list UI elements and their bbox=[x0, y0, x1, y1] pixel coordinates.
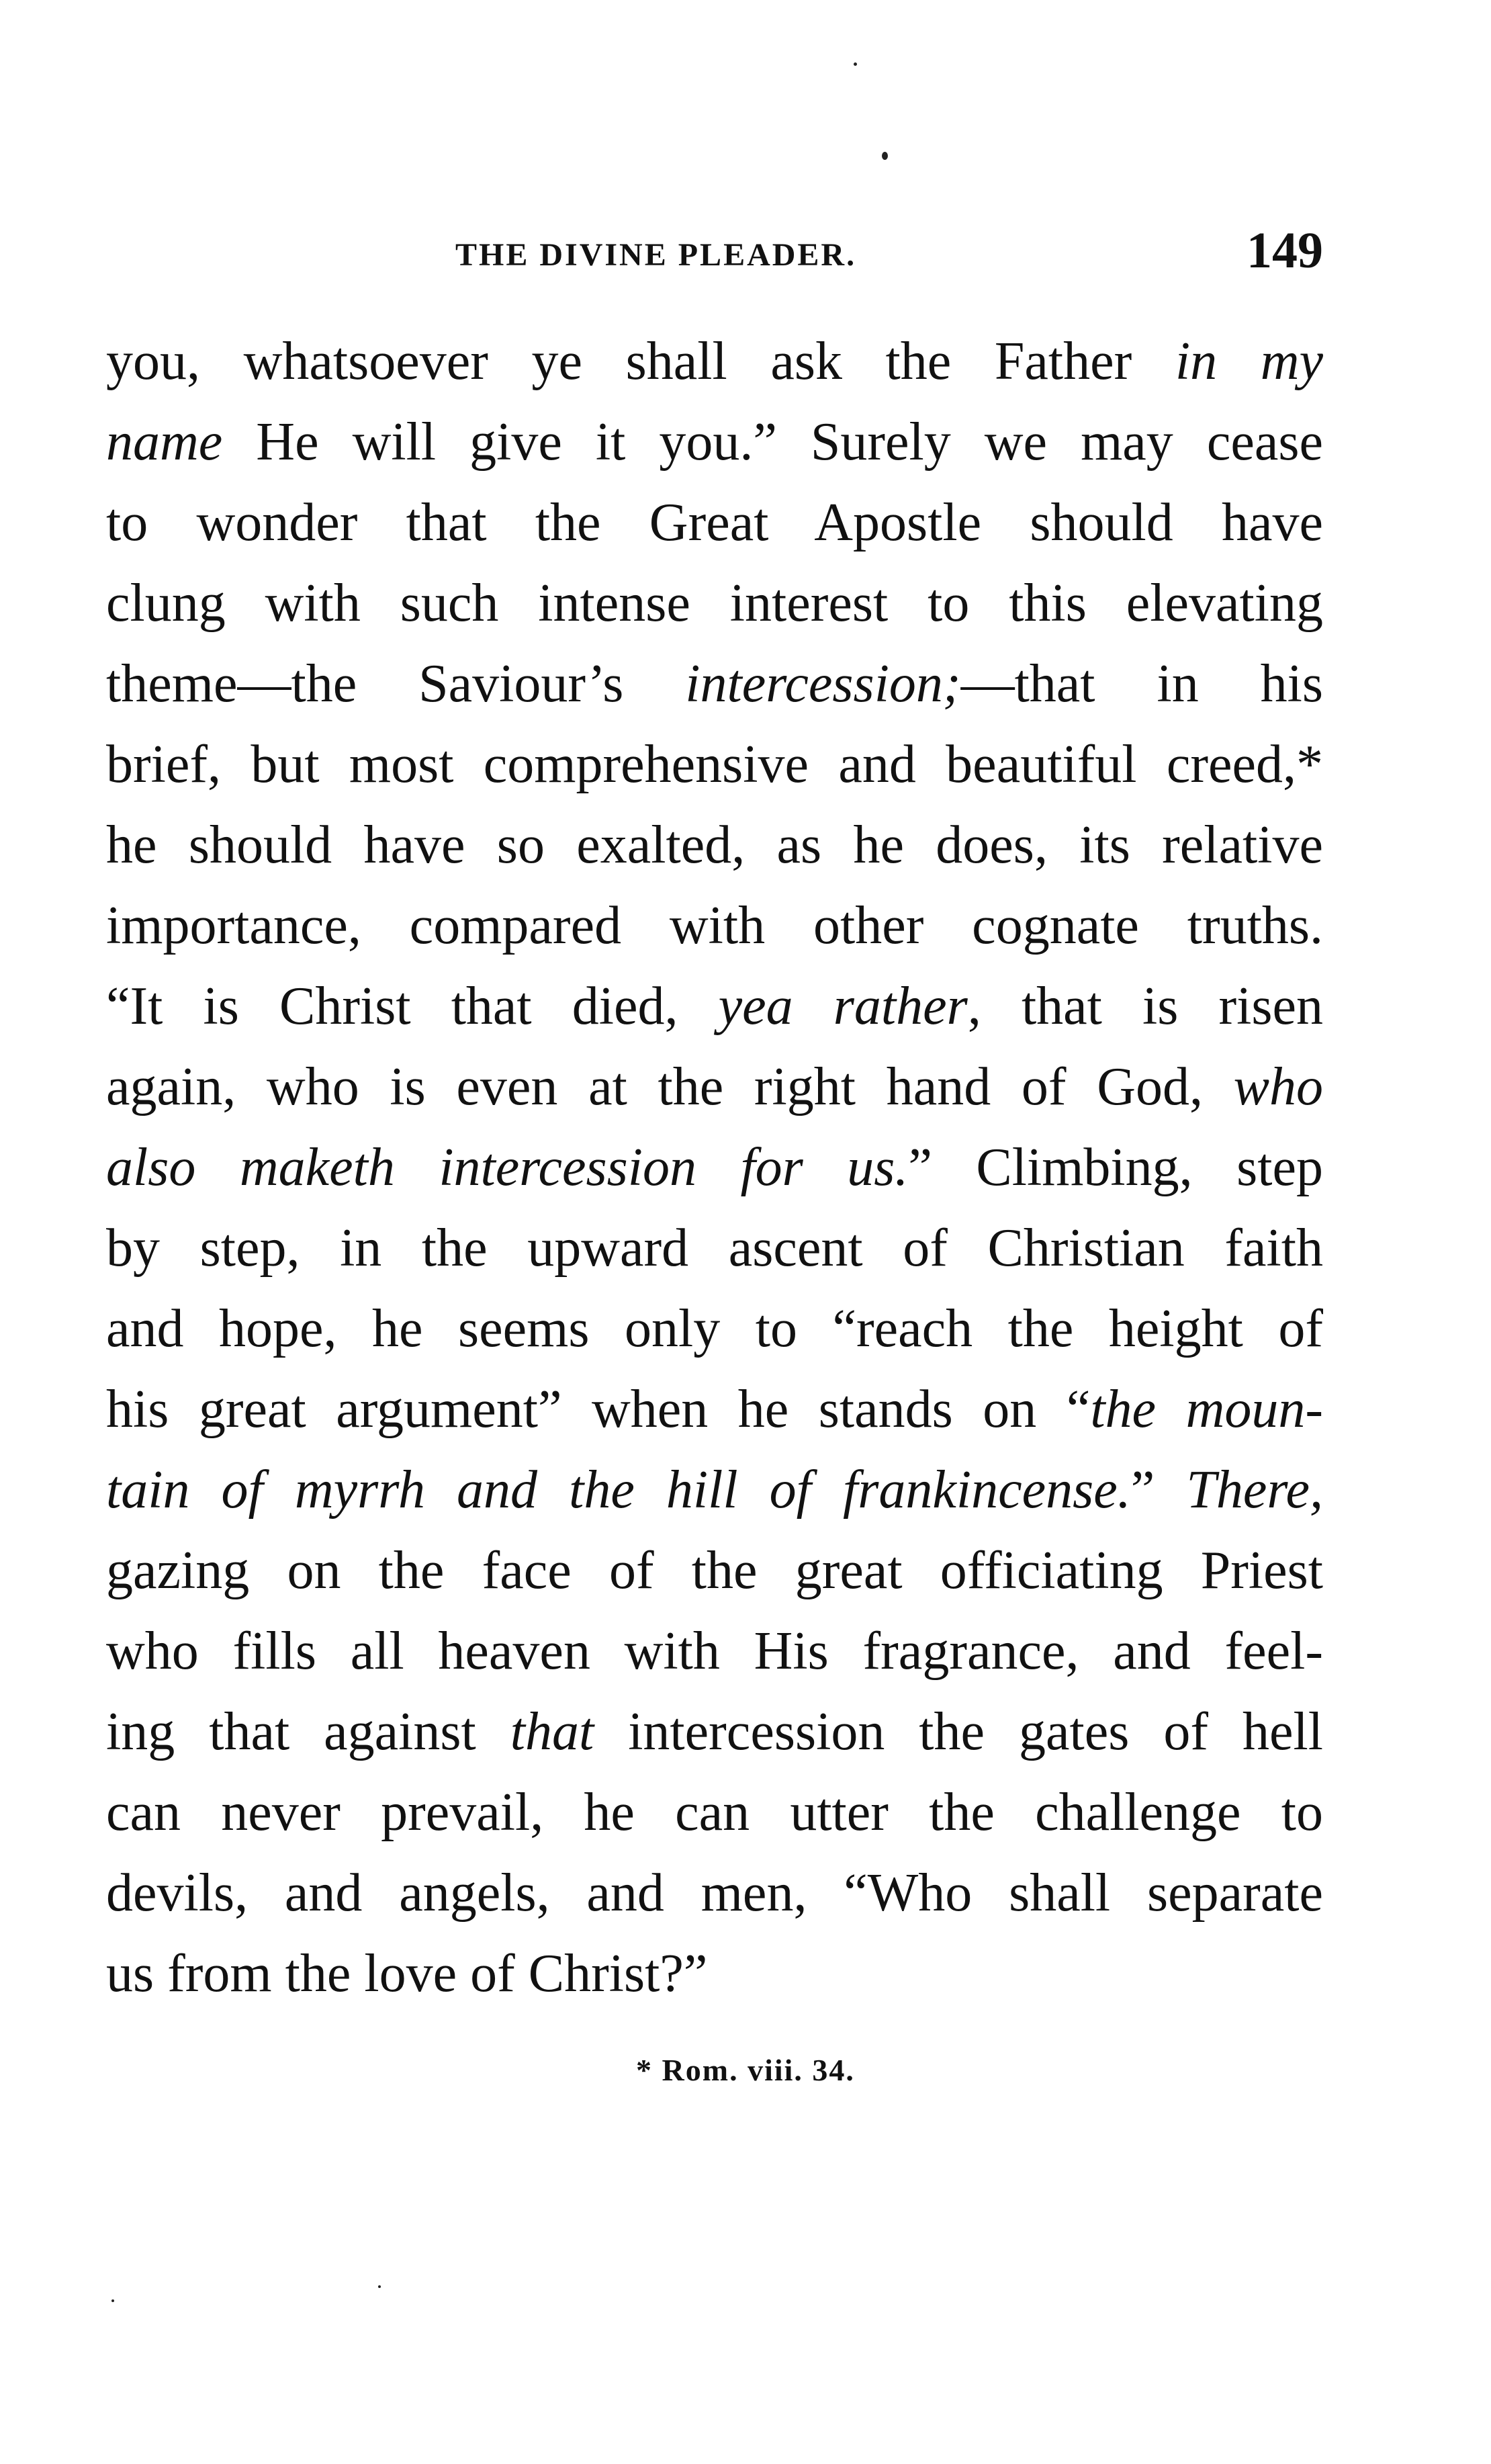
text-line bbox=[106, 482, 1323, 563]
text-run: ” Climbing, step bbox=[908, 1138, 1323, 1197]
text-line bbox=[106, 805, 1323, 885]
text-run: brief, but most comprehensive and beautiful creed,* bbox=[106, 735, 1323, 794]
text-run: and hope, he seems only to “reach the height of bbox=[106, 1299, 1323, 1358]
ink-speck bbox=[854, 62, 857, 66]
text-run: ing that against bbox=[106, 1702, 510, 1761]
text-run: , that is risen bbox=[967, 977, 1324, 1036]
italic-run: There, bbox=[1186, 1460, 1323, 1520]
text-line bbox=[106, 644, 1323, 724]
text-run: you, whatsoever ye shall ask the Father bbox=[106, 332, 1175, 391]
text-line bbox=[106, 966, 1323, 1047]
italic-run: intercession; bbox=[685, 654, 961, 713]
text-run: He will give it you.” Surely we may cease bbox=[222, 412, 1323, 472]
italic-run: who bbox=[1233, 1057, 1323, 1116]
text-run: who fills all heaven with His fragrance, and feel- bbox=[106, 1622, 1323, 1681]
ink-speck bbox=[378, 2285, 381, 2288]
italic-run: tain of myrrh and the hill of frankincense. bbox=[106, 1460, 1131, 1520]
text-line bbox=[106, 321, 1323, 402]
text-run: us from the love of Christ?” bbox=[106, 1944, 708, 2003]
body-paragraph bbox=[106, 321, 1323, 2014]
italic-run: also maketh intercession for us. bbox=[106, 1138, 909, 1197]
text-line bbox=[106, 1288, 1323, 1369]
text-line bbox=[106, 1047, 1323, 1127]
text-line bbox=[106, 1611, 1323, 1691]
footnote: * Rom. viii. 34. bbox=[636, 2053, 855, 2087]
text-run: intercession the gates of hell bbox=[594, 1702, 1323, 1761]
text-line bbox=[106, 1450, 1323, 1530]
text-line bbox=[106, 1208, 1323, 1288]
italic-run: name bbox=[106, 412, 223, 472]
text-run: by step, in the upward ascent of Christian faith bbox=[106, 1219, 1323, 1278]
running-title: THE DIVINE PLEADER. bbox=[455, 237, 857, 273]
text-run: he should have so exalted, as he does, its relative bbox=[106, 816, 1323, 875]
text-run: theme—the Saviour’s bbox=[106, 654, 686, 713]
running-header bbox=[106, 222, 1323, 282]
text-line bbox=[106, 1772, 1323, 1853]
page-number: 149 bbox=[1247, 222, 1323, 279]
ink-speck bbox=[882, 152, 888, 160]
text-run: his great argument” when he stands on “ bbox=[106, 1380, 1091, 1439]
text-line bbox=[106, 885, 1323, 966]
text-run: clung with such intense interest to this elevating bbox=[106, 574, 1323, 633]
text-run: again, who is even at the right hand of God, bbox=[106, 1057, 1234, 1116]
ink-speck bbox=[111, 2299, 114, 2302]
italic-run: yea rather bbox=[718, 977, 968, 1036]
italic-run: the moun- bbox=[1090, 1380, 1323, 1439]
text-run: ” bbox=[1130, 1460, 1187, 1520]
italic-run: in my bbox=[1175, 332, 1323, 391]
text-line bbox=[106, 724, 1323, 805]
text-run: devils, and angels, and men, “Who shall separate bbox=[106, 1863, 1323, 1923]
text-run: —that in his bbox=[960, 654, 1323, 713]
text-line bbox=[106, 1933, 1323, 2014]
text-line bbox=[106, 1853, 1323, 1933]
text-run: gazing on the face of the great officiating Priest bbox=[106, 1541, 1323, 1600]
text-line bbox=[106, 1691, 1323, 1772]
text-run: can never prevail, he can utter the challenge to bbox=[106, 1783, 1323, 1842]
text-run: to wonder that the Great Apostle should have bbox=[106, 493, 1323, 552]
text-line bbox=[106, 1530, 1323, 1611]
text-run: “It is Christ that died, bbox=[106, 977, 719, 1036]
text-run: importance, compared with other cognate truths. bbox=[106, 896, 1323, 955]
text-line bbox=[106, 1369, 1323, 1450]
text-line bbox=[106, 563, 1323, 644]
text-line bbox=[106, 1127, 1323, 1208]
italic-run: that bbox=[510, 1702, 594, 1761]
text-line bbox=[106, 402, 1323, 482]
